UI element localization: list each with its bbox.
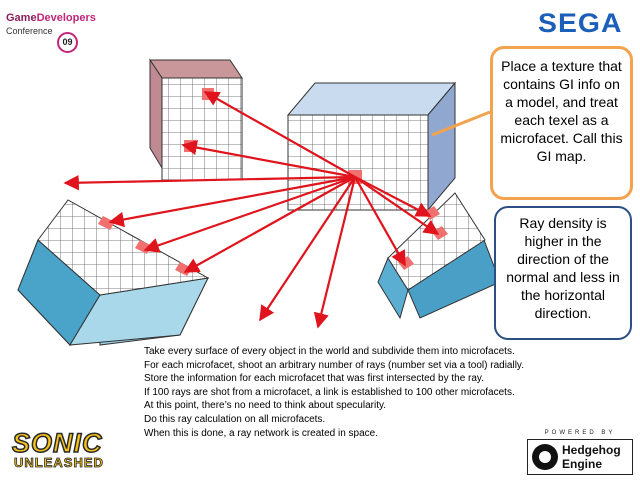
center-box-front bbox=[288, 115, 428, 210]
body-line: If 100 rays are shot from a microfacet, a link is established to 100 other microfacets. bbox=[144, 386, 515, 398]
engine-word: Engine bbox=[562, 457, 603, 471]
tall-box-top bbox=[150, 60, 242, 78]
gdc-logo bbox=[6, 12, 126, 54]
gdc-logo-title bbox=[6, 12, 96, 24]
gdc-logo-part1: Game bbox=[6, 12, 37, 24]
tall-box bbox=[150, 60, 242, 180]
sonic-logo-top: SONIC bbox=[12, 428, 103, 458]
tall-box-side bbox=[150, 60, 162, 168]
gi-map-callout: Place a texture that contains GI info on a model, and treat each texel as a microfacet. Call this GI map. bbox=[490, 46, 633, 200]
body-line: Take every surface of every object in the world and subdivide them into microfacets. bbox=[144, 346, 515, 357]
gdc-logo-year: 09 bbox=[57, 32, 78, 53]
engine-powered-by: POWERED BY bbox=[544, 430, 616, 436]
body-text bbox=[144, 345, 534, 440]
body-line: Store the information for each microfacet that was first intersected by the ray. bbox=[144, 373, 484, 385]
ray-arrow bbox=[145, 177, 355, 250]
center-box-top bbox=[288, 83, 455, 115]
gdc-logo-subtitle: Conference bbox=[6, 26, 53, 36]
engine-badge bbox=[527, 439, 633, 475]
body-line: Do this ray calculation on all microfacets. bbox=[144, 413, 326, 425]
sonic-unleashed-logo bbox=[12, 428, 134, 472]
ray-arrow bbox=[185, 177, 355, 272]
sonic-logo-bottom: UNLEASHED bbox=[14, 455, 104, 470]
hedgehog-icon bbox=[532, 444, 558, 470]
hedgehog-engine-logo bbox=[527, 430, 633, 474]
body-line: When this is done, a ray network is created in space. bbox=[144, 427, 379, 439]
gdc-logo-part2: Developers bbox=[36, 12, 96, 24]
sega-logo: SEGA bbox=[538, 8, 623, 38]
body-line: For each microfacet, shoot an arbitrary number of rays (number set via a tool) radially. bbox=[144, 359, 524, 371]
right-cube bbox=[378, 193, 500, 318]
body-line: At this point, there’s no need to think about specularity. bbox=[144, 400, 387, 412]
engine-name: Hedgehog bbox=[562, 443, 621, 457]
ray-density-callout: Ray density is higher in the direction of the normal and less in the horizontal direction. bbox=[494, 206, 632, 340]
